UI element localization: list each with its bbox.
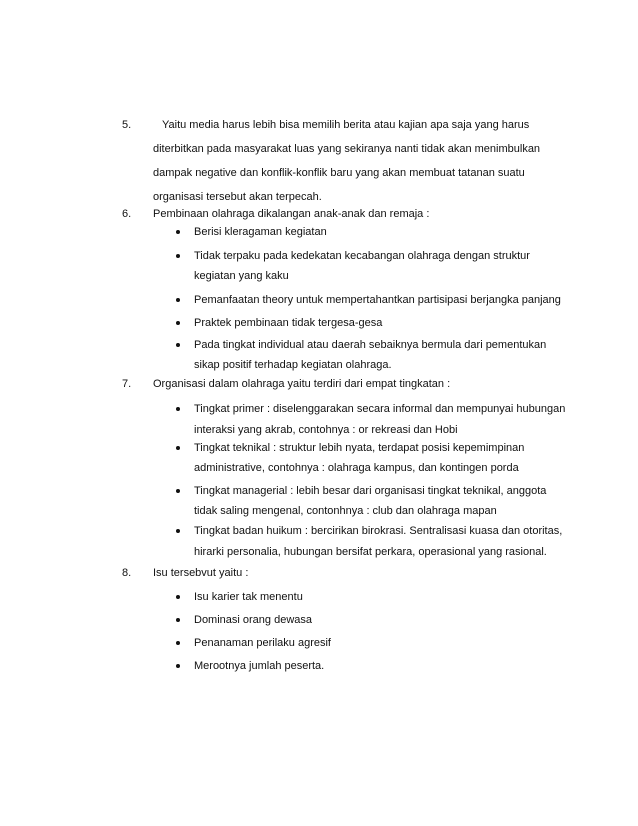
bullet-icon: [176, 595, 180, 599]
bullet-text-line: kegiatan yang kaku: [194, 270, 289, 282]
bullet-text-line: Berisi kleragaman kegiatan: [194, 226, 327, 238]
bullet-text-line: sikap positif terhadap kegiatan olahraga.: [194, 359, 392, 371]
bullet-text-line: interaksi yang akrab, contohnya : or rekreasi dan Hobi: [194, 424, 458, 436]
bullet-icon: [176, 446, 180, 450]
bullet-text-line: Pemanfaatan theory untuk mempertahantkan partisipasi berjangka panjang: [194, 294, 561, 306]
bullet-text-line: Merootnya jumlah peserta.: [194, 660, 325, 672]
bullet-icon: [176, 489, 180, 493]
item-text-line: dampak negative dan konflik-konflik baru yang akan membuat tatanan suatu: [153, 167, 525, 179]
bullet-icon: [176, 407, 180, 411]
bullet-text-line: Praktek pembinaan tidak tergesa-gesa: [194, 317, 383, 329]
bullet-icon: [176, 618, 180, 622]
item-number: 6.: [122, 208, 132, 220]
bullet-text-line: hirarki personalia, hubungan bersifat perkara, operasional yang rasional.: [194, 546, 547, 558]
bullet-text-line: Tingkat managerial : lebih besar dari organisasi tingkat teknikal, anggota: [194, 485, 547, 497]
bullet-text-line: Isu karier tak menentu: [194, 591, 303, 603]
item-number: 7.: [122, 378, 132, 390]
bullet-text-line: administrative, contohnya : olahraga kampus, dan kontingen porda: [194, 462, 519, 474]
item-heading: Isu tersebvut yaitu :: [153, 567, 249, 579]
bullet-icon: [176, 343, 180, 347]
item-number: 8.: [122, 567, 132, 579]
bullet-text-line: Tidak terpaku pada kedekatan kecabangan olahraga dengan struktur: [194, 250, 530, 262]
bullet-icon: [176, 321, 180, 325]
bullet-text-line: Pada tingkat individual atau daerah sebaiknya bermula dari pementukan: [194, 339, 547, 351]
bullet-icon: [176, 298, 180, 302]
item-number: 5.: [122, 119, 132, 131]
bullet-text-line: Penanaman perilaku agresif: [194, 637, 331, 649]
item-text-line: Yaitu media harus lebih bisa memilih berita atau kajian apa saja yang harus: [162, 119, 530, 131]
bullet-text-line: Tingkat teknikal : struktur lebih nyata, terdapat posisi kepemimpinan: [194, 442, 525, 454]
item-text-line: diterbitkan pada masyarakat luas yang sekiranya nanti tidak akan menimbulkan: [153, 143, 541, 155]
bullet-text-line: Tingkat badan huikum : bercirikan birokrasi. Sentralisasi kuasa dan otoritas,: [194, 525, 563, 537]
bullet-icon: [176, 254, 180, 258]
bullet-text-line: Tingkat primer : diselenggarakan secara informal dan mempunyai hubungan: [194, 403, 566, 415]
bullet-text-line: Dominasi orang dewasa: [194, 614, 313, 626]
item-text-line: organisasi tersebut akan terpecah.: [153, 191, 322, 203]
bullet-icon: [176, 664, 180, 668]
bullet-icon: [176, 230, 180, 234]
item-heading: Organisasi dalam olahraga yaitu terdiri dari empat tingkatan :: [153, 378, 451, 390]
item-heading: Pembinaan olahraga dikalangan anak-anak dan remaja :: [153, 208, 430, 220]
bullet-icon: [176, 641, 180, 645]
bullet-icon: [176, 529, 180, 533]
bullet-text-line: tidak saling mengenal, contonhnya : club dan olahraga mapan: [194, 505, 497, 517]
